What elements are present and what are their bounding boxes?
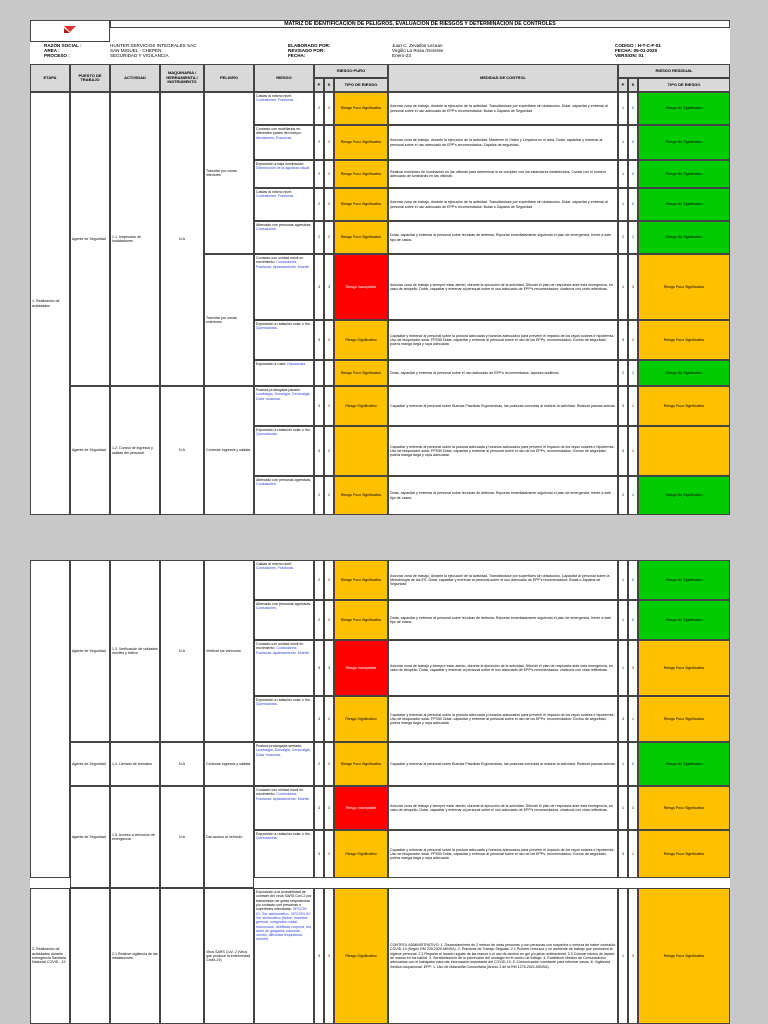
severity-cell (324, 360, 334, 386)
severity-cell: 3 (324, 888, 334, 1024)
riesgo-text: Exposición a radiación solar o frio: (256, 698, 311, 702)
col-puesto: PUESTO DE TRABAJO (70, 64, 110, 92)
riesgo-cell (254, 254, 314, 320)
severity-cell: 2 (324, 125, 334, 160)
col-maquinaria: MAQUINARIA / HERRAMIENTA / INSTRUMENTO (160, 64, 204, 92)
probability-cell: 2 (314, 742, 324, 786)
residual-probability-cell: 1 (618, 742, 628, 786)
riesgo-consequence: Quemaduras. (256, 702, 278, 707)
riesgo-consequence: Abrasiones, Fracturas. (256, 135, 293, 140)
puesto-cell-empty (70, 888, 110, 1024)
maquinaria-cell: N.A (160, 560, 204, 742)
severity-cell: 2 (324, 92, 334, 125)
risk-level-badge: Riesgo Significativo (334, 386, 388, 426)
riesgo-text: Exposición a radiación solar o frio: (256, 832, 311, 836)
area-label: AREA : (44, 48, 60, 53)
residual-risk-badge: Riesgo Poco Significativo (638, 888, 730, 1024)
risk-level-badge: Riesgo Poco Significativo (334, 160, 388, 188)
peligro-cell: Dar acceso al vehículo (204, 786, 254, 888)
severity-cell: 2 (324, 160, 334, 188)
risk-level-badge: Riesgo Poco Significativo (334, 600, 388, 640)
risk-level-badge: Riesgo Poco Significativo (334, 560, 388, 600)
matrix-page-2 (30, 560, 730, 1024)
proceso-label: PROCESO : (44, 53, 70, 58)
control-measures-cell: Avizorar zona de trabajo, durante la ejecución de la actividad. Transitándose por superficies sin obstáculos. Capacitar al personal sobre la Metodología de las 5'S. Dotar, capacitar y entrenar al personal sobre el uso adecuado de EPP's recomendados: Botas o Zapatos de Seguridad (388, 560, 618, 600)
col-etapa: ETAPA (30, 64, 70, 92)
peligro-cell: Transitar por zonas exteriores (204, 254, 254, 386)
riesgo-text: Altercado con personas agresivas: (256, 602, 312, 606)
residual-risk-badge: Riesgo No Significativo (638, 188, 730, 221)
residual-risk-badge: Riesgo Poco Significativo (638, 830, 730, 878)
probability-cell: 2 (314, 600, 324, 640)
riesgo-consequence: Lumbalgia, Dorsalgia, Cervicalgia, Dolor muscular. (256, 748, 311, 757)
elaborado-label: ELABORADO POR: (288, 43, 331, 48)
severity-cell: 2 (324, 830, 334, 878)
residual-severity-cell: 3 (628, 888, 638, 1024)
control-measures-cell: Realizar monitoreo de iluminación en las oficinas para determinar si se cumplen con los estándares establecidos. Contar con el número adecuado de luminarias en las oficinas. (388, 160, 618, 188)
residual-risk-badge: Riesgo Poco Significativo (638, 696, 730, 742)
residual-risk-badge (638, 426, 730, 476)
control-measures-cell: Avizorar zona de trabajo y siempre estar atento, durante la ejecución de la actividad. Difundir el plan de respuesta ante esta emergencia, en caso de atropello. Dotar, capacitar y entrenar al personal sobre el uso adecuado de EPP's recomendados: chalecos con cinta reflectivas. (388, 786, 618, 830)
residual-probability-cell: 1 (618, 640, 628, 696)
riesgo-consequence: Contusiones, Fracturas, Aplastamiento, Muerte. (256, 260, 310, 269)
puesto-cell: Agente de Seguridad (70, 386, 110, 515)
probability-cell: 2 (314, 560, 324, 600)
risk-level-badge: Riesgo Inaceptable (334, 640, 388, 696)
peligro-cell: Verificar los vehículos (204, 560, 254, 742)
residual-probability-cell: 3 (618, 320, 628, 360)
residual-risk-badge: Riesgo Poco Significativo (638, 640, 730, 696)
riesgo-cell (254, 125, 314, 160)
riesgo-text: Postura prolongada sentado: (256, 744, 303, 748)
probability-cell: 2 (314, 221, 324, 254)
residual-probability-cell: 2 (618, 360, 628, 386)
risk-level-badge: Riesgo Significativo (334, 888, 388, 1024)
col-p2: P (618, 78, 628, 92)
control-measures-cell: Dotar, capacitar y entrenar al personal sobre técnicas de defensa. Reportar inmediatamente siguiendo el plan de emergencia, frente a este tipo de casos. (388, 600, 618, 640)
residual-risk-badge: Riesgo No Significativo (638, 600, 730, 640)
control-measures-cell: Capacitar y entrenar al personal sobre la postura adecuada y horarios adecuados para prevenir el impacto de los rayos solares e hipotermia. Uso de bloqueador solar. FPS50 Dotar, capacitar y entrenar al personal sobre el uso de los EPPs, recomendados: Gorros de seguridad, polera manga larga y ropa adecuada (388, 426, 618, 476)
residual-severity-cell: 1 (628, 696, 638, 742)
probability-cell: 3 (314, 830, 324, 878)
proceso-value: SEGURIDAD Y VIGILANCIA (110, 53, 169, 58)
riesgo-consequence: Lumbalgia, Dorsalgia, Cervicalgia, Dolor muscular. (256, 392, 311, 401)
actividad-cell: 1.2. Control de ingresos y salidas del personal (110, 386, 160, 515)
fecha2-label: FECHA: 05-01-2020 (615, 48, 658, 53)
severity-cell: 2 (324, 696, 334, 742)
control-measures-cell: Dotar, capacitar y entrenar al personal sobre técnicas de defensa. Reportar inmediatamente siguiendo el plan de emergencia, frente a este tipo de casos. (388, 221, 618, 254)
control-measures-cell: Capacitar y entrenar al personal sobre la postura adecuada y horarios adecuados para prevenir el impacto de los rayos solares e hipotermia. Uso de bloqueador solar. FPS50 Dotar, capacitar y entrenar al personal sobre el uso de los EPPs, recomendados: Gorros de seguridad, polera manga larga y ropa adecuada (388, 830, 618, 878)
severity-cell: 2 (324, 188, 334, 221)
peligro-cell: Transitar por zonas interiores (204, 92, 254, 254)
residual-severity-cell: 1 (628, 386, 638, 426)
probability-cell: 3 (314, 320, 324, 360)
residual-severity-cell: 1 (628, 426, 638, 476)
severity-cell: 2 (324, 560, 334, 600)
area-value: SAN MIGUEL - CHEPEN (110, 48, 162, 53)
codigo-label: CODIGO : H-T-C-F-01 (615, 43, 661, 48)
actividad-cell: 1.1. Inspección de Instalaciones (110, 92, 160, 386)
residual-risk-badge: Riesgo No Significativo (638, 742, 730, 786)
probability-cell: 2 (314, 476, 324, 515)
riesgo-consequence: Disminución de la agudeza visual (256, 166, 310, 171)
riesgo-cell (254, 360, 314, 386)
etapa-cell-empty (30, 560, 70, 878)
maquinaria-cell: N.A (160, 92, 204, 386)
residual-severity-cell: 2 (628, 560, 638, 600)
control-measures-cell: Capacitar y entrenar al personal sobre Buenas Prácticas Ergonómicas, las posturas correctas al realizar la actividad. Realizar pausas activas. (388, 742, 618, 786)
residual-probability-cell: 3 (618, 386, 628, 426)
residual-severity-cell: 3 (628, 254, 638, 320)
riesgo-text: Caidas al mismo nivel: (256, 562, 292, 566)
peligro-cell: Virus SARS CoV- 2 (Virus que produce la enfermedad Covid-19) (204, 888, 254, 1024)
residual-severity-cell: 2 (628, 742, 638, 786)
maquinaria-cell: N.A (160, 742, 204, 786)
residual-severity-cell: 2 (628, 188, 638, 221)
severity-cell: 2 (324, 320, 334, 360)
riesgo-cell (254, 476, 314, 515)
riesgo-cell (254, 188, 314, 221)
residual-probability-cell: 1 (618, 92, 628, 125)
riesgo-text: Contacto con unidad móvil en movimiento: (256, 256, 304, 265)
residual-probability-cell: 3 (618, 426, 628, 476)
risk-level-badge: Riesgo Significativo (334, 696, 388, 742)
riesgo-cell (254, 786, 314, 830)
actividad-cell: 1.4. Llenado de formatos (110, 742, 160, 786)
riesgo-text: Caidas al mismo nivel: (256, 94, 292, 98)
residual-severity-cell: 1 (628, 476, 638, 515)
riesgo-cell (254, 640, 314, 696)
riesgo-consequence: Contusiones. (256, 606, 277, 611)
risk-level-badge: Riesgo Inaceptable (334, 786, 388, 830)
residual-severity-cell: 2 (628, 125, 638, 160)
severity-cell: 2 (324, 476, 334, 515)
residual-probability-cell: 2 (618, 476, 628, 515)
probability-cell: 2 (314, 125, 324, 160)
residual-severity-cell: 2 (628, 160, 638, 188)
residual-probability-cell: 1 (618, 254, 628, 320)
probability-cell: 2 (314, 188, 324, 221)
razon-social-value: HUNTER SERVICIOS INTEGRALES SAC (110, 43, 197, 48)
probability-cell (314, 360, 324, 386)
control-measures-cell: Avizorar zona de trabajo, durante la ejecución de la actividad. Transitándose por superficies sin obstáculos. Dotar, capacitar y entrenar al personal sobre el uso adecuado de EPP's recomendados: Botas o Zapatos de Seguridad (388, 188, 618, 221)
col-actividad: ACTIVIDAD (110, 64, 160, 92)
maquinaria-cell-empty (160, 888, 204, 1024)
residual-probability-cell: 3 (618, 696, 628, 742)
riesgo-consequence: Contusiones, Fracturas. (256, 98, 295, 103)
probability-cell: 2 (314, 160, 324, 188)
maquinaria-cell: N.A (160, 786, 204, 888)
matrix-title: MATRIZ DE IDENTIFICACION DE PELIGROS, EVALUACION DE RIESGOS Y DETERMINACION DE CONTROLES (284, 21, 556, 27)
probability-cell: 2 (314, 92, 324, 125)
severity-cell: 3 (324, 640, 334, 696)
col-medidas: MEDIDAS DE CONTROL (388, 64, 618, 92)
residual-risk-badge: Riesgo No Significativo (638, 476, 730, 515)
residual-probability-cell: 1 (618, 786, 628, 830)
riesgo-cell (254, 386, 314, 426)
severity-cell: 3 (324, 786, 334, 830)
riesgo-cell (254, 888, 314, 1024)
col-tipo: TIPO DE RIESGO (334, 78, 388, 92)
severity-cell: 2 (324, 600, 334, 640)
risk-level-badge: Riesgo Inaceptable (334, 254, 388, 320)
riesgo-cell (254, 830, 314, 878)
residual-probability-cell: 1 (618, 160, 628, 188)
risk-level-badge (334, 426, 388, 476)
actividad-cell: 1.5. Acceso a vehículos de emergencia (110, 786, 160, 888)
col-s: S (324, 78, 334, 92)
control-measures-cell: Avizorar zona de trabajo, durante la ejecución de la actividad. Transitándose por superficies sin obstáculos. Dotar, capacitar y entrenar al personal sobre el uso adecuado de EPP's recomendados: Botas o Zapatos de Seguridad (388, 92, 618, 125)
fecha-value: Enero-23 (392, 53, 411, 58)
risk-level-badge: Riesgo Poco Significativo (334, 125, 388, 160)
residual-risk-badge: Riesgo No Significativo (638, 360, 730, 386)
etapa-cell: 2. Realizacion de actividades durante emergencia Sanitaria Nacional COVID - 19 (30, 888, 70, 1024)
puesto-cell: Agente de Seguridad (70, 786, 110, 888)
matrix-page-1 (30, 20, 730, 515)
residual-severity-cell: 2 (628, 92, 638, 125)
riesgo-text: Caidas al mismo nivel: (256, 190, 292, 194)
riesgo-consequence: Contusiones, Fracturas. Aplastamiento, Muerte. (256, 646, 310, 655)
col-riesgo-residual: RIESGO RESIDUAL (618, 64, 730, 78)
residual-risk-badge: Riesgo Poco Significativo (638, 320, 730, 360)
col-p: P (314, 78, 324, 92)
puesto-cell: Agente de Seguridad (70, 742, 110, 786)
riesgo-cell (254, 742, 314, 786)
maquinaria-cell: N.A (160, 386, 204, 515)
etapa-cell: 1. Realizacion de actividades (30, 92, 70, 515)
probability-cell: 3 (314, 640, 324, 696)
riesgo-consequence: Contusiones, Fracturas. (256, 566, 295, 571)
col-riesgo-puro: RIESGO PURO (314, 64, 388, 78)
peligro-cell: Controlar ingresos y salidas (204, 742, 254, 786)
riesgo-consequence: Quemaduras. (256, 432, 278, 437)
severity-cell: 3 (324, 254, 334, 320)
risk-level-badge: Riesgo Poco Significativo (334, 92, 388, 125)
severity-cell: 2 (324, 386, 334, 426)
riesgo-cell (254, 560, 314, 600)
riesgo-consequence: Contusiones, Fracturas, Aplastamiento, Muerte. (256, 792, 310, 801)
control-measures-cell: Avizorar zona de trabajo y siempre estar atento, durante la ejecución de la actividad. Difundir el plan de respuesta ante esta emergencia, en caso de atropello. Dotar, capacitar y entrenar al personal sobre el uso adecuado de EPP's recomendados: chalecos con cinta reflectivas. (388, 254, 618, 320)
control-measures-cell: Avizorar zona de trabajo, durante la ejecución de la actividad. Mantener el Orden y Limpieza en el área. Dotar, capacitar y entrenar al personal sobre el uso adecuado de EPP's recomendados: Zapatos de seguridad. (388, 125, 618, 160)
severity-cell: 2 (324, 742, 334, 786)
control-measures-cell: Capacitar y entrenar al personal sobre la postura adecuada y horarios adecuados para prevenir el impacto de los rayos solares e hipotermia. Uso de bloqueador solar. FPS50 Dotar, capacitar y entrenar al personal sobre el uso de los EPPs, recomendados: Gorros de seguridad, polera manga larga y ropa adecuada (388, 320, 618, 360)
riesgo-text: Exposición a baja iluminación: (256, 162, 305, 166)
riesgo-cell (254, 600, 314, 640)
col-s2: S (628, 78, 638, 92)
residual-risk-badge: Riesgo Poco Significativo (638, 386, 730, 426)
residual-probability-cell: 1 (618, 125, 628, 160)
risk-level-badge: Riesgo Poco Significativo (334, 188, 388, 221)
residual-probability-cell: 1 (618, 600, 628, 640)
probability-cell: 3 (314, 386, 324, 426)
residual-risk-badge: Riesgo Poco Significativo (638, 254, 730, 320)
riesgo-cell (254, 92, 314, 125)
residual-risk-badge: Riesgo Poco Significativo (638, 786, 730, 830)
probability-cell: 3 (314, 888, 324, 1024)
probability-cell: 3 (314, 696, 324, 742)
risk-level-badge: Riesgo Poco Significativo (334, 742, 388, 786)
riesgo-cell (254, 160, 314, 188)
elaborado-value: Juan C. Zevallos Lecaan (392, 43, 443, 48)
risk-level-badge: Riesgo Poco Significativo (334, 476, 388, 515)
residual-severity-cell: 1 (628, 830, 638, 878)
severity-cell: 2 (324, 221, 334, 254)
riesgo-text: Postura prolongada parado: (256, 388, 301, 392)
residual-probability-cell: 3 (618, 830, 628, 878)
riesgo-consequence: Hipoacusia (287, 362, 306, 366)
risk-level-badge: Riesgo Significativo (334, 320, 388, 360)
riesgo-consequence: Contusiones. (256, 482, 277, 487)
logo-box (30, 20, 110, 42)
razon-social-label: RAZON SOCIAL : (44, 43, 82, 48)
version-label: VERSION: 01 (615, 53, 644, 58)
puesto-cell: Agente de Seguridad (70, 560, 110, 742)
risk-level-badge: Riesgo Poco Significativo (334, 360, 388, 386)
riesgo-consequence: Quemaduras. (256, 836, 278, 841)
riesgo-text: Altercado con personas agresivas: (256, 478, 312, 482)
col-tipo2: TIPO DE RIESGO (638, 78, 730, 92)
residual-risk-badge: Riesgo No Significativo (638, 92, 730, 125)
control-measures-cell: Dotar, capacitar y entrenar al personal sobre el uso adecuado de EPP's recomendados: tapones auditivos (388, 360, 618, 386)
riesgo-text: Exposición a la probabilidad de contraer del virus SARS CoV-2 por transmisión de gotas respiratorias y/o contacto con personas o superficies infectadas: (256, 890, 312, 912)
actividad-cell: 2.1 Realizar vigilancia de las instalaciones (110, 888, 160, 1024)
riesgo-text: Contacto con mobiliarios en diferentes partes del cuerpo: (256, 127, 302, 136)
riesgo-cell (254, 696, 314, 742)
riesgo-consequence: Quemaduras. (256, 326, 278, 331)
riesgo-text: Contacto con unidad móvil en movimiento: (256, 642, 304, 651)
residual-risk-badge: Riesgo No Significativo (638, 221, 730, 254)
probability-cell: 3 (314, 786, 324, 830)
puesto-cell: Agente de Seguridad (70, 92, 110, 386)
risk-level-badge: Riesgo Poco Significativo (334, 221, 388, 254)
riesgo-consequence: Contusiones. (256, 227, 277, 232)
residual-risk-badge: Riesgo No Significativo (638, 160, 730, 188)
control-measures-cell: Dotar, capacitar y entrenar al personal sobre técnicas de defensa. Reportar inmediatamente siguiendo el plan de emergencia, frente a este tipo de casos. (388, 476, 618, 515)
residual-probability-cell: 2 (618, 221, 628, 254)
residual-severity-cell: 3 (628, 786, 638, 830)
residual-probability-cell: 1 (618, 888, 628, 1024)
revisado-value: Virgilio La Rosa /Gerente (392, 48, 444, 53)
fecha-label: FECHA: (288, 53, 306, 58)
riesgo-text: Exposición a radiación solar o frio: (256, 322, 311, 326)
riesgo-consequence: Contusiones, Fracturas. (256, 194, 295, 199)
residual-risk-badge: Riesgo No Significativo (638, 560, 730, 600)
control-measures-cell: Capacitar y entrenar al personal sobre la postura adecuada y horarios adecuados para prevenir el impacto de los rayos solares e hipotermia. Uso de bloqueador solar. FPS50 Dotar, capacitar y entrenar al personal sobre el uso de los EPPs, recomendados: Gorros de seguridad, polera manga larga y ropa adecuada (388, 696, 618, 742)
residual-severity-cell: 1 (628, 221, 638, 254)
riesgo-cell (254, 320, 314, 360)
severity-cell: 2 (324, 426, 334, 476)
control-measures-cell: Capacitar y entrenar al personal sobre Buenas Prácticas Ergonómicas, las posturas correctas al realizar la actividad. Realizar pausas activas. (388, 386, 618, 426)
revisado-label: REVISADO POR: (288, 48, 325, 53)
riesgo-cell (254, 426, 314, 476)
peligro-cell: Controlar ingresos y salidas (204, 386, 254, 515)
probability-cell: 3 (314, 254, 324, 320)
riesgo-text: Exposición a radiación solar o frio: (256, 428, 311, 432)
riesgo-text: Altercado con personas agresivas: (256, 223, 312, 227)
residual-severity-cell: 1 (628, 360, 638, 386)
riesgo-text: Contacto con unidad móvil en movimiento: (256, 788, 304, 797)
residual-severity-cell: 3 (628, 640, 638, 696)
residual-severity-cell: 2 (628, 600, 638, 640)
col-peligro: PELIGRO (204, 64, 254, 92)
residual-probability-cell: 1 (618, 560, 628, 600)
risk-level-badge: Riesgo Significativo (334, 830, 388, 878)
actividad-cell: 1.3. Verificación de unidades móviles y tráfico (110, 560, 160, 742)
residual-probability-cell: 1 (618, 188, 628, 221)
probability-cell: 3 (314, 426, 324, 476)
col-riesgo: RIESGO (254, 64, 314, 92)
control-measures-cell: CONTROL ADMINISTRATIVO: 1. Distanciamiento de 2 metros de otras personas y con personas con sospecha o certeza de haber contraído COVID-19 (Según RM 239-2020-MINSA). 2. Prácticas de Trabajo Seguras: 2.1 Proveer recursos y un ambiente de trabajo que promueva la higiene personal. 2.2 Requerir el lavado regular de las manos o el uso de alcohol en gel y/o jabón antibacterial. 2.3 Colocar rótulos de lavado de manos en los baños. 3. Sensibilización de la prevención del contagio en el centro de trabajo. 4. Establecer Medios de Comunicación adecuados con el trabajador para dar información importante del COVID-19. 5. Comunicación constante para informar casos. 6. Vigilancia médica ocupacional. EPP: 1. Uso de Mascarilla Comunitaria (Anexo 3 de la RM 1275-2021-MINSA). (388, 888, 618, 1024)
control-measures-cell: Avizorar zona de trabajo y siempre estar atento, durante la ejecución de la actividad. Difundir el plan de respuesta ante esta emergencia, en caso de atropello. Dotar, capacitar y entrenar al personal sobre el uso adecuado de EPP's recomendados: chalecos con cinta reflectivas. (388, 640, 618, 696)
residual-severity-cell: 1 (628, 320, 638, 360)
residual-risk-badge: Riesgo No Significativo (638, 125, 730, 160)
riesgo-text: Exposición a ruido: (256, 362, 288, 366)
riesgo-consequence: OPCIÓN 01: Ser asintomático. OPCIÓN 02: Ser sintomático (fiebre, malestar general, congestión nasal, estornudos, debilidad corporal, tos, dolor de garganta, náuseas, vómito, dificultad respiratoria, muerte) (256, 907, 312, 942)
riesgo-cell (254, 221, 314, 254)
